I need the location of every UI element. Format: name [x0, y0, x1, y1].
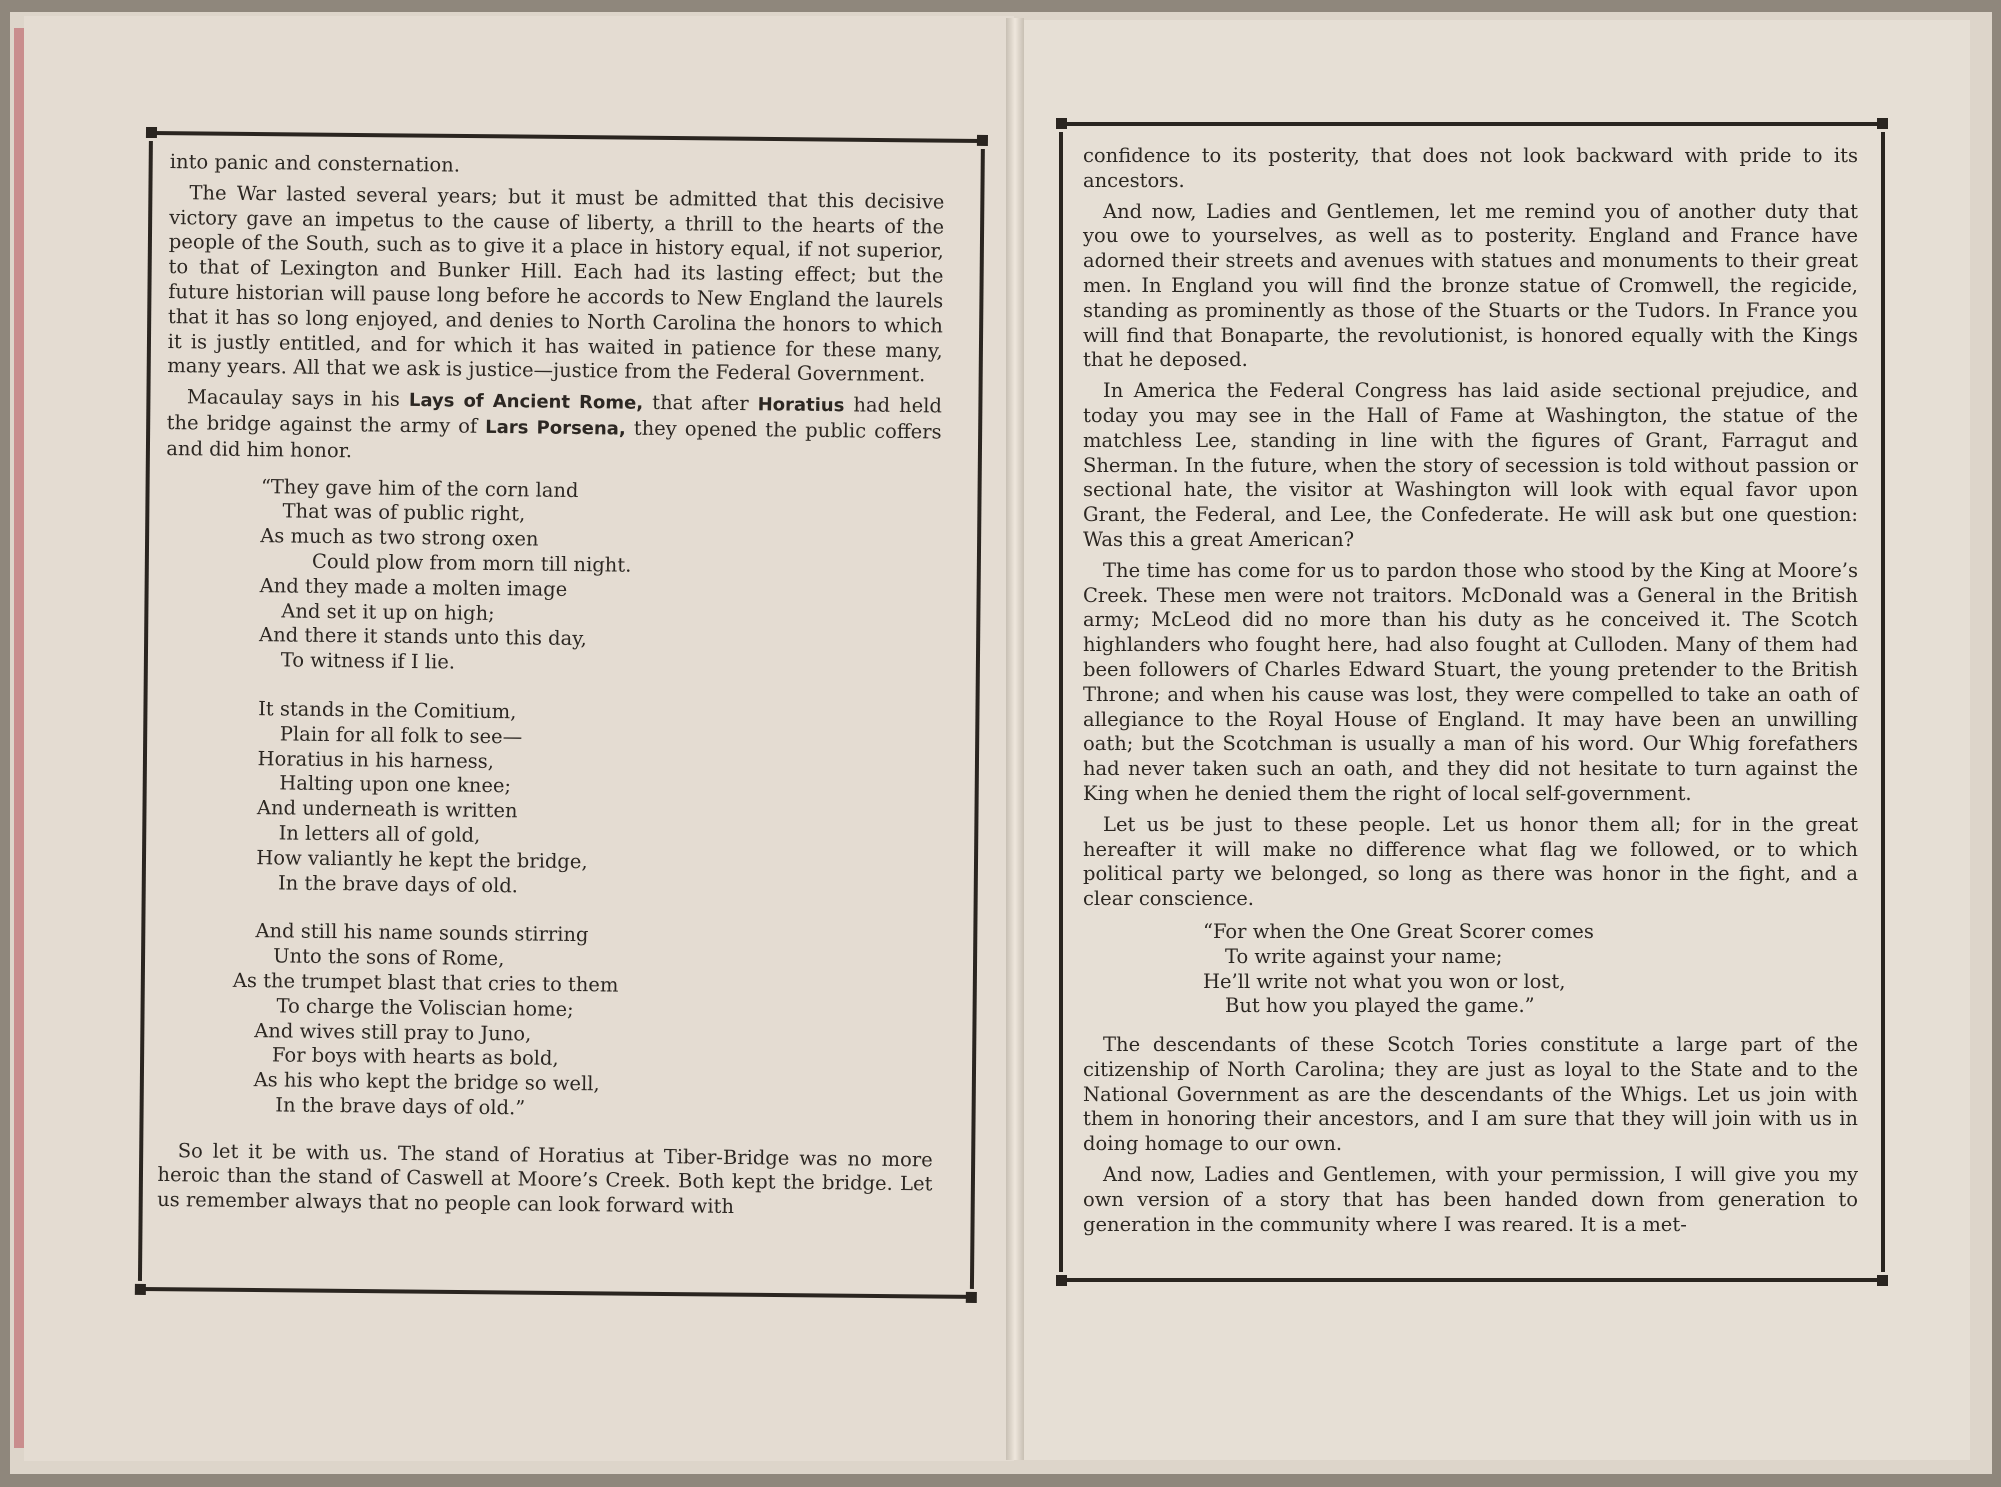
- scorer-poem: [1203, 920, 1858, 1019]
- poem-line: As the trumpet blast that cries to them: [232, 968, 619, 997]
- paragraph: Let us be just to these people. Let us honor them all; for in the great hereafter it will make no difference what flag we followed, or to which political party we belonged, so long as there was honor in the fight, and a clear conscience.: [1083, 812, 1858, 911]
- poem-line: In the brave days of old.: [277, 870, 519, 897]
- page-gutter: [1006, 18, 1024, 1460]
- poem-line: Plain for all folk to see—: [279, 722, 523, 749]
- bold-title: Lays of Ancient Rome,: [408, 390, 644, 414]
- poem-line: And there it stands unto this day,: [258, 623, 587, 651]
- left-border-rule: [1059, 132, 1063, 1272]
- text-run: that after: [643, 390, 758, 416]
- text-run: had held the bridge against the army of: [166, 393, 943, 438]
- poem-line: He’ll write not what you won or lost,: [1203, 969, 1566, 993]
- poem-line: And set it up on high;: [281, 598, 495, 625]
- poem-stanza: [232, 919, 935, 1126]
- poem-line: But how you played the game.”: [1225, 994, 1535, 1018]
- poem-line: To witness if I lie.: [280, 648, 456, 674]
- bold-name: Horatius: [757, 394, 845, 417]
- poem-line: Horatius in his harness,: [257, 746, 495, 773]
- poem-line: And underneath is written: [256, 796, 518, 823]
- poem-line: That was of public right,: [282, 499, 526, 526]
- border-corner: [135, 1284, 146, 1295]
- border-corner: [977, 135, 988, 146]
- poem-line: “They gave him of the corn land: [260, 474, 579, 502]
- poem-line: As his who kept the bridge so well,: [253, 1068, 600, 1096]
- poem-line: “For when the One Great Scorer comes: [1203, 919, 1594, 943]
- poem-line: And wives still pray to Juno,: [254, 1018, 532, 1045]
- paragraph: And now, Ladies and Gentlemen, let me remind you of another duty that you owe to yourselves, as well as to posterity. England and France have adorned their streets and avenues with statues and monuments to their great men. In England you will find the bronze statue of Cromwell, the regicide, standing as prominently as those of the Stuarts or the Tudors. In France you will find that Bonaparte, the revolutionist, is honored equally with the Kings that he deposed.: [1083, 199, 1858, 372]
- poem-line: And still his name sounds stirring: [255, 919, 589, 947]
- paragraph: And now, Ladies and Gentlemen, with your permission, I will give you my own version of a story that has been handed down from generation to generation in the community where I was reared. It is a met-: [1083, 1163, 1858, 1236]
- border-corner: [1056, 1275, 1067, 1286]
- poem-line: And they made a molten image: [259, 573, 568, 601]
- poem-line: How valiantly he kept the bridge,: [256, 845, 588, 873]
- horatius-poem: [232, 474, 941, 1126]
- border-corner: [1877, 1275, 1888, 1286]
- bold-name: Lars Porsena,: [485, 416, 626, 440]
- poem-line: In letters all of gold,: [278, 821, 481, 847]
- text-run: they opened the public coffers and did him honor.: [166, 416, 942, 463]
- paragraph: The descendants of these Scotch Tories constitute a large part of the citizenship of North Carolina; they are just as loyal to the State and to the National Government as are the descendants of the Whigs. Let us join with them in honoring their ancestors, and I am sure that they will join with us in doing homage to our own.: [1083, 1033, 1858, 1156]
- paragraph: The War lasted several years; but it must be admitted that this decisive victory gave an impetus to the cause of liberty, a thrill to the hearts of the people of the South, such as to give it a place in history equal, if not superior, to that of Lexington and Bunker Hill. Each had its lasting effect; but the future historian will pause long before he accords to New England the laurels that it has so long enjoyed, and denies to North Carolina the honors to which it is justly entitled, and for which it has waited in patience for these many, many years. All that we ask is justice—justice from the Federal Government.: [167, 181, 945, 387]
- border-corner: [1877, 118, 1888, 129]
- border-corner: [966, 1292, 977, 1303]
- poem-line: Halting upon one knee;: [279, 771, 512, 798]
- poem-line: To charge the Voliscian home;: [276, 994, 574, 1021]
- right-page-text: [1083, 144, 1858, 1243]
- poem-line: Unto the sons of Rome,: [273, 944, 505, 971]
- paragraph-macaulay: [166, 385, 942, 471]
- poem-line: For boys with hearts as bold,: [271, 1043, 559, 1071]
- text-run: Macaulay says in his: [186, 385, 410, 412]
- border-corner: [1056, 118, 1067, 129]
- paragraph: The time has come for us to pardon those who stood by the King at Moore’s Creek. These men were not traitors. McDonald was a General in the British army; McLeod did no more than his duty as he conceived it. The Scotch highlanders who fought here, had also fought at Culloden. Many of them had been followers of Charles Edward Stuart, the young pretender to the British Throne; and when his cause was lost, they were compelled to take an oath of allegiance to the Royal House of England. It may have been an unwilling oath; but the Scotchman is usually a man of his word. Our Whig forefathers had never taken such an oath, and they did not hesitate to turn against the King when he denied them the right of local self-government.: [1083, 558, 1858, 805]
- poem-stanza: [256, 697, 938, 904]
- border-corner: [146, 127, 157, 138]
- poem-line: Could plow from morn till night.: [311, 549, 632, 577]
- poem-line: In the brave days of old.”: [275, 1093, 526, 1120]
- poem-line: To write against your name;: [1225, 944, 1503, 968]
- paragraph-closing: So let it be with us. The stand of Horatius at Tiber-Bridge was no more heroic than the stand of Caswell at Moore’s Creek. Both kept the bridge. Let us remember always that no people can look forward with: [157, 1138, 933, 1219]
- right-border-rule: [1881, 132, 1885, 1272]
- poem-line: It stands in the Comitium,: [258, 697, 517, 724]
- paragraph: In America the Federal Congress has laid aside sectional prejudice, and today you may see in the Hall of Fame at Washington, the statue of the matchless Lee, standing in line with the figures of Grant, Farragut and Sherman. In the future, when the story of secession is told without passion or sectional hate, the visitor at Washington will look with equal favor upon Grant, the Federal, and Lee, the Confederate. He will ask but one question: Was this a great American?: [1083, 379, 1858, 551]
- poem-line: As much as two strong oxen: [260, 524, 539, 551]
- poem-stanza: [259, 475, 941, 682]
- opening-line: confidence to its posterity, that does not look backward with pride to its ancestors.: [1083, 144, 1858, 192]
- opening-line: into panic and consternation.: [169, 150, 461, 177]
- left-page-text: [157, 150, 945, 1228]
